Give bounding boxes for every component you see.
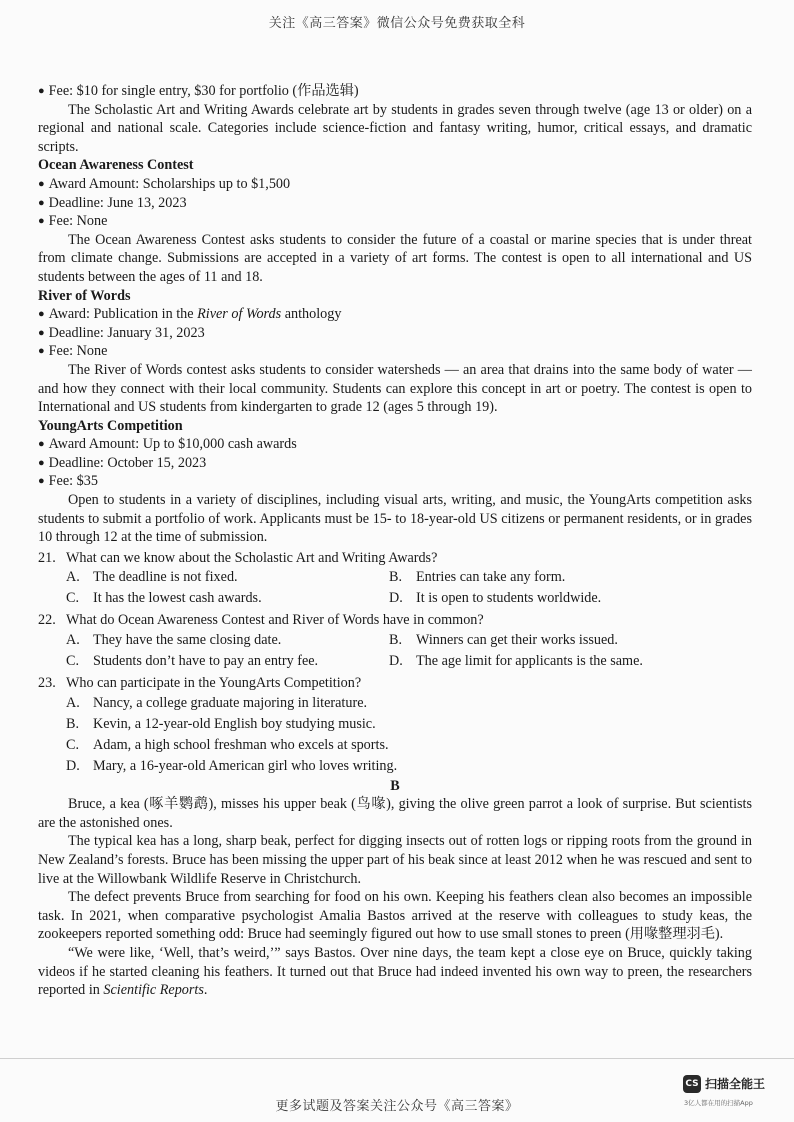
youngarts-deadline: ● Deadline: October 15, 2023 <box>38 454 207 471</box>
question-23: 23. Who can participate in the YoungArts Competition? <box>38 675 362 692</box>
bullet-icon: ● <box>38 326 45 339</box>
youngarts-fee: ● Fee: $35 <box>38 473 98 490</box>
youngarts-description: Open to students in a variety of disciplines, including visual arts, writing, and music, the YoungArts competition asks students to submit a portfolio of work. Applicants must be 15- to 18-year-old US citizens or permanent residents, or in grades 10 through 12 at the time of submission. <box>38 492 752 546</box>
option-d: D. The age limit for applicants is the same. <box>389 653 643 670</box>
option-b: B. Kevin, a 12-year-old English boy studying music. <box>66 715 376 732</box>
bullet-icon: ● <box>38 456 45 469</box>
passage-b-paragraph-4: “We were like, ‘Well, that’s weird,’” says Bastos. Over nine days, the team kept a close eye on Bruce, quickly taking videos if he started cleaning his feathers. It turned out that Bruce had indeed invented his own way to preen, the researchers reported in Scientific Reports. <box>38 944 752 999</box>
page-divider <box>0 1058 794 1059</box>
option-d: D. It is open to students worldwide. <box>389 590 602 607</box>
option-d: D. Mary, a 16-year-old American girl who loves writing. <box>66 757 398 774</box>
river-description: The River of Words contest asks students to consider watersheds — an area that drains into the same body of water — and how they connect with their local community. Students can explore this concept in art or poetry. The contest is open to International and US students from kindergarten to grade 12 (ages 5 through 19). <box>38 361 752 416</box>
bullet-icon: ● <box>38 85 45 97</box>
passage-b-paragraph-2: The typical kea has a long, sharp beak, perfect for digging insects out of rotten logs or ripping roots from the ground in New Zealand’s forests. Bruce has been missing the upper part of his beak since at least 2012 when he was rescued and sent to live at the Willowbank Wildlife Reserve in Christchurch. <box>38 833 752 887</box>
page-header: 关注《高三答案》微信公众号免费获取全科 <box>268 15 526 30</box>
ocean-fee: ● Fee: None <box>38 213 108 230</box>
option-a: A. They have the same closing date. <box>66 632 282 649</box>
youngarts-title: YoungArts Competition <box>38 417 183 434</box>
bullet-icon: ● <box>38 475 45 488</box>
scholastic-fee: ● Fee: $10 for single entry, $30 for portfolio (作品选辑) <box>38 83 359 99</box>
document-body <box>38 82 752 1000</box>
option-b: B. Winners can get their works issued. <box>389 632 618 649</box>
ocean-award: ● Award Amount: Scholarships up to $1,500 <box>38 175 291 192</box>
river-deadline: ● Deadline: January 31, 2023 <box>38 324 205 341</box>
camscanner-icon: CS <box>683 1075 701 1093</box>
youngarts-award: ● Award Amount: Up to $10,000 cash awards <box>38 436 297 453</box>
scholastic-description: The Scholastic Art and Writing Awards celebrate art by students in grades seven through twelve (age 13 or older) on a regional and national scale. Categories include science-fiction and fantasy writing, humor, critical essays, and dramatic scripts. <box>38 101 752 155</box>
bullet-icon: ● <box>38 215 45 228</box>
river-title: River of Words <box>38 287 131 304</box>
option-c: C. Students don’t have to pay an entry fee. <box>66 653 319 670</box>
option-b: B. Entries can take any form. <box>389 569 566 586</box>
section-b-heading: B <box>390 777 400 794</box>
passage-b-paragraph-3: The defect prevents Bruce from searching for food on his own. Keeping his feathers clean also becomes an impossible task. In 2021, when comparative psychologist Amalia Bastos arrived at the reserve with colleagues to study keas, the zookeepers reported something odd: Bruce had seemingly figured out how to use small stones to preen (用喙整理羽毛). <box>38 889 752 943</box>
option-a: A. The deadline is not fixed. <box>66 569 238 586</box>
option-c: C. It has the lowest cash awards. <box>66 590 262 607</box>
bullet-icon: ● <box>38 196 45 209</box>
logo-name: 扫描全能王 <box>705 1077 766 1091</box>
option-a: A. Nancy, a college graduate majoring in literature. <box>66 694 368 711</box>
question-22-options <box>66 630 752 672</box>
question-21-options <box>66 567 752 609</box>
bullet-icon: ● <box>38 345 45 358</box>
question-21: 21. What can we know about the Scholastic Art and Writing Awards? <box>38 549 438 566</box>
bullet-icon: ● <box>38 177 45 190</box>
ocean-title: Ocean Awareness Contest <box>38 157 194 174</box>
river-award: ● Award: Publication in the River of Words anthology <box>38 306 342 323</box>
option-c: C. Adam, a high school freshman who excels at sports. <box>66 736 389 753</box>
bullet-icon: ● <box>38 438 45 451</box>
passage-b-paragraph-1: Bruce, a kea (啄羊鹦鹉), misses his upper beak (鸟喙), giving the olive green parrot a look of surprise. But scientists are the astonished ones. <box>38 796 752 831</box>
ocean-deadline: ● Deadline: June 13, 2023 <box>38 194 187 211</box>
logo-tagline: 3亿人都在用的扫描App <box>684 1099 753 1107</box>
bullet-icon: ● <box>38 308 45 321</box>
ocean-description: The Ocean Awareness Contest asks students to consider the future of a coastal or marine species that is under threat from climate change. Submissions are accepted in a variety of art forms. The contest is open to all international and US students between the ages of 11 and 18. <box>38 231 752 285</box>
question-22: 22. What do Ocean Awareness Contest and River of Words have in common? <box>38 612 484 629</box>
river-fee: ● Fee: None <box>38 343 108 360</box>
page-footer: 更多试题及答案关注公众号《高三答案》 <box>275 1098 519 1113</box>
